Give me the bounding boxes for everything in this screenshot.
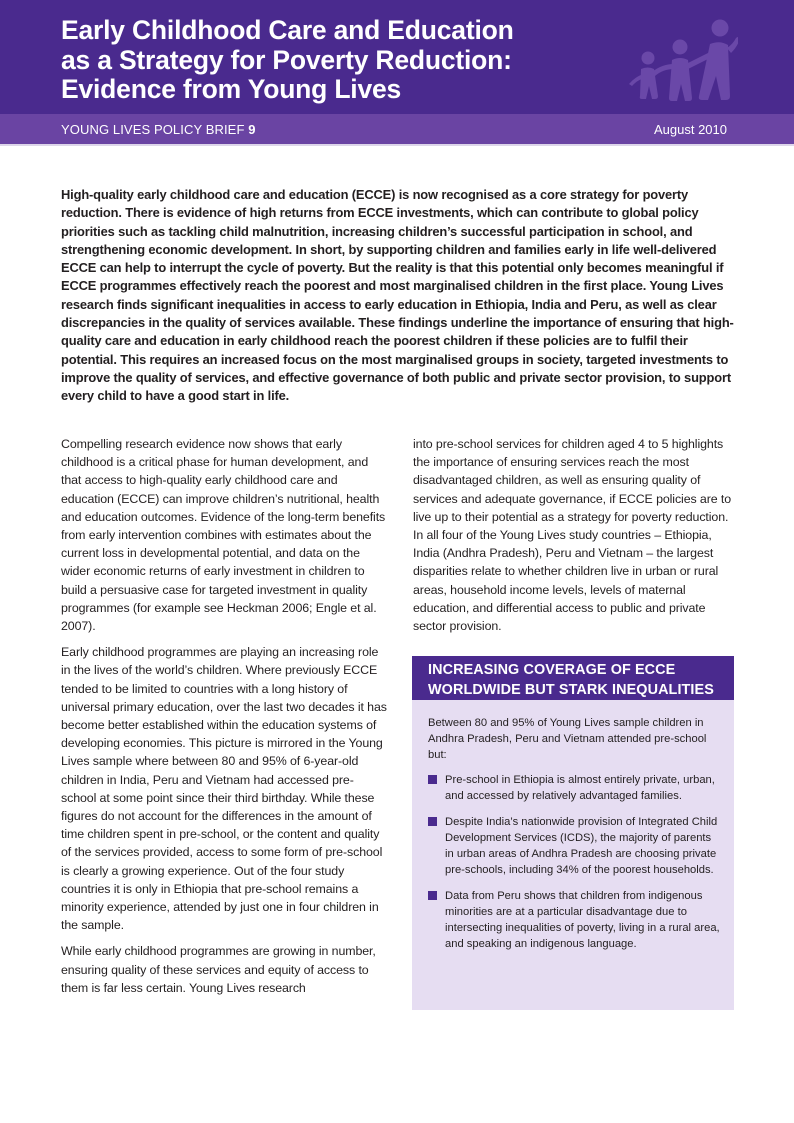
sidebar-body xyxy=(412,700,734,952)
sidebar-title-line-1: INCREASING COVERAGE OF ECCE xyxy=(428,662,676,678)
list-item xyxy=(428,888,720,952)
bullet-text: Despite India’s nationwide provision of Integrated Child Development Services (ICDS), the majority of parents in urban areas of Andhra Pradesh are choosing private pre-schools, including 34% of the poorest households. xyxy=(445,816,718,876)
publication-date: August 2010 xyxy=(653,122,727,137)
body-left-column xyxy=(61,435,387,1005)
header-divider xyxy=(0,144,794,146)
sidebar-title-line-2: WORLDWIDE BUT STARK INEQUALITIES xyxy=(428,682,714,698)
body-paragraph: Early childhood programmes are playing an increasing role in the lives of the world’s children. Where previously ECCE tended to be limited to countries with a long history of universal primary education, over the last two decades it has become better established within the education systems of developing economies. This picture is mirrored in the Young Lives sample where between 80 and 95% of 6-year-old children in India, Peru and Vietnam had accessed pre-school at some point since their third birthday. While these figures do not account for the differences in the amount of time children spent in pre-school, or the content and quality of the services provided, access to some form of pre-school is clearly a growing experience. Out of the four study countries it is only in Ethiopia that pre-school remains a minority experience, attended by just one in four children in the sample. xyxy=(61,645,387,933)
sidebar-bullet-list xyxy=(428,772,720,952)
series-number: 9 xyxy=(248,122,256,137)
list-item xyxy=(428,772,720,804)
body-paragraph: Compelling research evidence now shows that early childhood is a critical phase for human development, and that access to high-quality early childhood care and education (ECCE) can improve children’s nutritional, health and education outcomes. Evidence of the long-term benefits from early intervention combines with estimates about the current loss in developmental potential, and data on the wider economic returns of early investment in children to build a persuasive case for targeted investment in quality programmes (for example see Heckman 2006; Engle et al. 2007). xyxy=(61,437,386,634)
young-lives-figures-icon xyxy=(612,14,738,104)
bullet-text: Pre-school in Ethiopia is almost entirely private, urban, and accessed by relatively advantaged families. xyxy=(445,774,715,802)
bullet-text: Data from Peru shows that children from indigenous minorities are at a particular disadvantage due to intersecting inequalities of poverty, living in a rural area, and speaking an indigenous language. xyxy=(445,890,720,950)
body-paragraph: into pre-school services for children aged 4 to 5 highlights the importance of ensuring services reach the most disadvantaged children, as well as ensuring quality of services and adequate governance, if ECCE policies are to live up to their potential as a strategy for poverty reduction. In all four of the Young Lives study countries – Ethiopia, India (Andhra Pradesh), Peru and Vietnam – the largest disparities relate to whether children live in urban or rural areas, household income levels, levels of maternal education, and differential access to public and private sector provision. xyxy=(413,437,732,634)
sidebar-title xyxy=(412,656,734,700)
square-bullet-icon xyxy=(428,775,437,784)
title-line-3: Evidence from Young Lives xyxy=(61,74,402,104)
list-item xyxy=(428,814,720,878)
title-line-2: as a Strategy for Poverty Reduction: xyxy=(61,44,512,75)
document-title xyxy=(61,16,514,105)
body-right-column xyxy=(413,435,739,643)
square-bullet-icon xyxy=(428,891,437,900)
series-name: YOUNG LIVES POLICY BRIEF xyxy=(61,122,245,137)
key-findings-sidebar xyxy=(412,656,734,1010)
series-label xyxy=(61,122,256,137)
sidebar-intro: Between 80 and 95% of Young Lives sample children in Andhra Pradesh, Peru and Vietnam attended pre-school but: xyxy=(428,717,707,761)
body-paragraph: While early childhood programmes are growing in number, ensuring quality of these services and equity of access to them is far less certain. Young Lives research xyxy=(61,944,376,995)
title-line-1: Early Childhood Care and Education xyxy=(61,15,514,45)
square-bullet-icon xyxy=(428,817,437,826)
summary-paragraph: High-quality early childhood care and education (ECCE) is now recognised as a core strategy for poverty reduction. There is evidence of high returns from ECCE investments, which can contribute to global policy priorities such as tackling child malnutrition, increasing children’s successful participation in school, and strengthening economic development. In short, by supporting children and families early in life well-delivered ECCE can help to interrupt the cycle of poverty. But the reality is that this potential only becomes meaningful if ECCE programmes effectively reach the poorest and most marginalised children in the first place. Young Lives research finds significant inequalities in access to early education in Ethiopia, India and Peru, as well as clear discrepancies in the quality of services available. These findings underline the importance of ensuring that high-quality care and education in early childhood reach the poorest children if these policies are to fulfil their potential. This requires an increased focus on the most marginalised groups in society, targeted investments to improve the quality of services, and effective governance of both public and private sector provision, to support every child to have a good start in life. xyxy=(61,187,734,404)
